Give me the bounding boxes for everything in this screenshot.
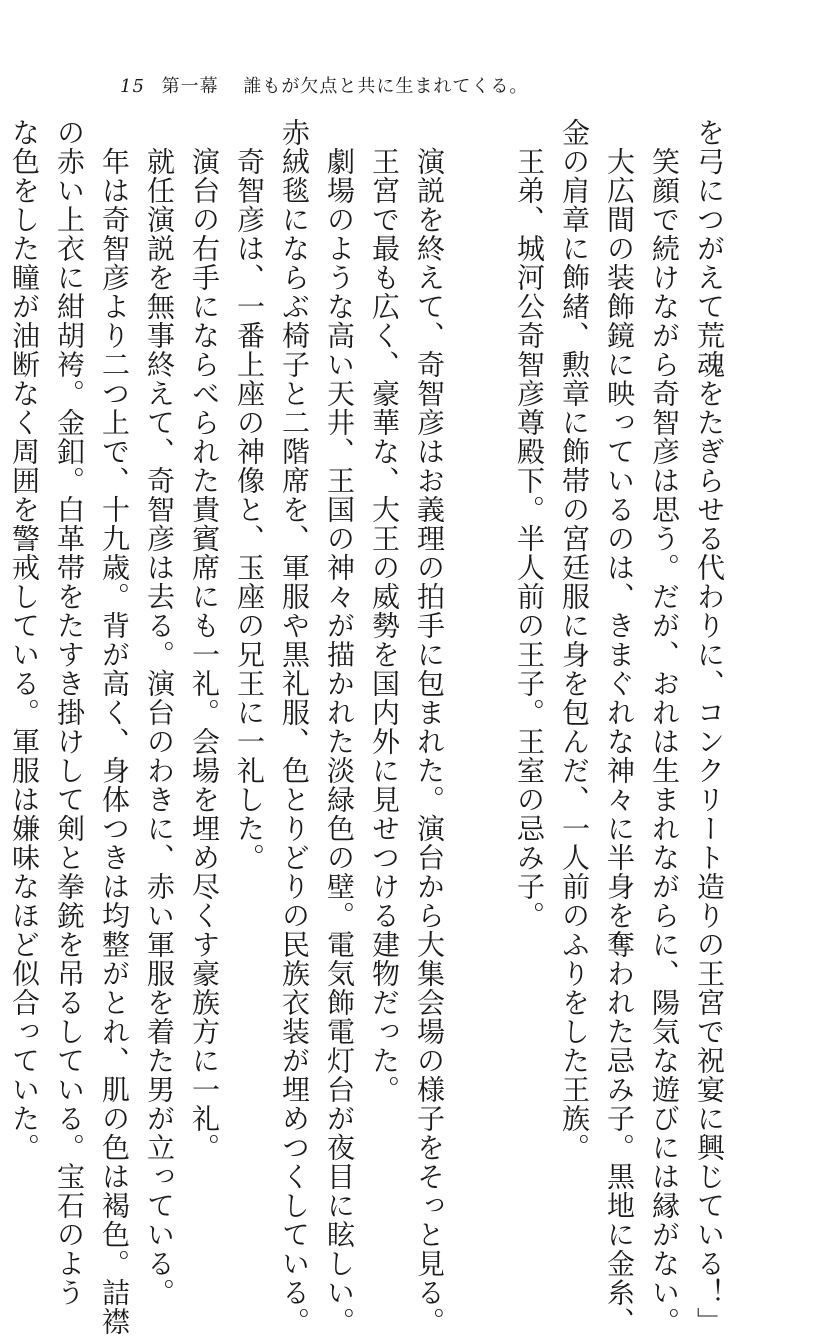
paragraph-gap: [452, 118, 507, 1118]
chapter-label: 第一幕: [161, 76, 219, 97]
text-line: [0, 118, 2, 1118]
text-line: の赤い上衣に紺胡袴。金釦。白革帯をたすき掛けして剣と拳銃を吊るしている。宝石のよう: [53, 118, 86, 1307]
text-line: 笑顔で続けながら奇智彦は思う。だが、おれは生まれながらに、陽気な遊びには縁がない。: [648, 118, 681, 1336]
text-line: 奇智彦は、一番上座の神像と、玉座の兄王に一礼した。: [233, 118, 266, 872]
text-line: 赤絨毯にならぶ椅子と二階席を、軍服や黒礼服、色とりどりの民族衣装が埋めつくしている。: [278, 118, 311, 1336]
text-line: 演台の右手にならべられた貴賓席にも一礼。会場を埋め尽くす豪族方に一礼。: [188, 118, 221, 1162]
text-line: 大広間の装飾鏡に映っているのは、きまぐれな神々に半身を奪われた忌み子。黒地に金糸、: [603, 118, 636, 1336]
chapter-title: 誰もが欠点と共に生まれてくる。: [243, 76, 529, 97]
text-line: 金の肩章に飾緒、勲章に飾帯の宮廷服に身を包んだ、一人前のふりをした王族。: [558, 118, 591, 1162]
vertical-body-text: [8, 118, 732, 1336]
text-line: 王宮で最も広く、豪華な、大王の威勢を国内外に見せつける建物だった。: [368, 118, 401, 1104]
page-number: 15: [120, 76, 145, 97]
text-line: 年は奇智彦より二つ上で、十九歳。背が高く、身体つきは均整がとれ、肌の色は褐色。詰襟: [98, 118, 131, 1336]
text-line: 演説を終えて、奇智彦はお義理の拍手に包まれた。演台から大集会場の様子をそっと見る。: [413, 118, 446, 1336]
text-line: 就任演説を無事終えて、奇智彦は去る。演台のわきに、赤い軍服を着た男が立っている。: [143, 118, 176, 1307]
text-line: な色をした瞳が油断なく周囲を警戒している。軍服は嫌味なほど似合っていた。: [8, 118, 41, 1162]
text-line: 王弟、城河公奇智彦尊殿下。半人前の王子。王室の忌み子。: [513, 118, 546, 930]
text-line: 劇場のような高い天井、王国の神々が描かれた淡緑色の壁。電気飾電灯台が夜目に眩しい。: [323, 118, 356, 1336]
running-header: [120, 72, 528, 98]
text-line: を弓につがえて荒魂をたぎらせる代わりに、コンクリート造りの王宮で祝宴に興じている！」: [693, 118, 726, 1336]
